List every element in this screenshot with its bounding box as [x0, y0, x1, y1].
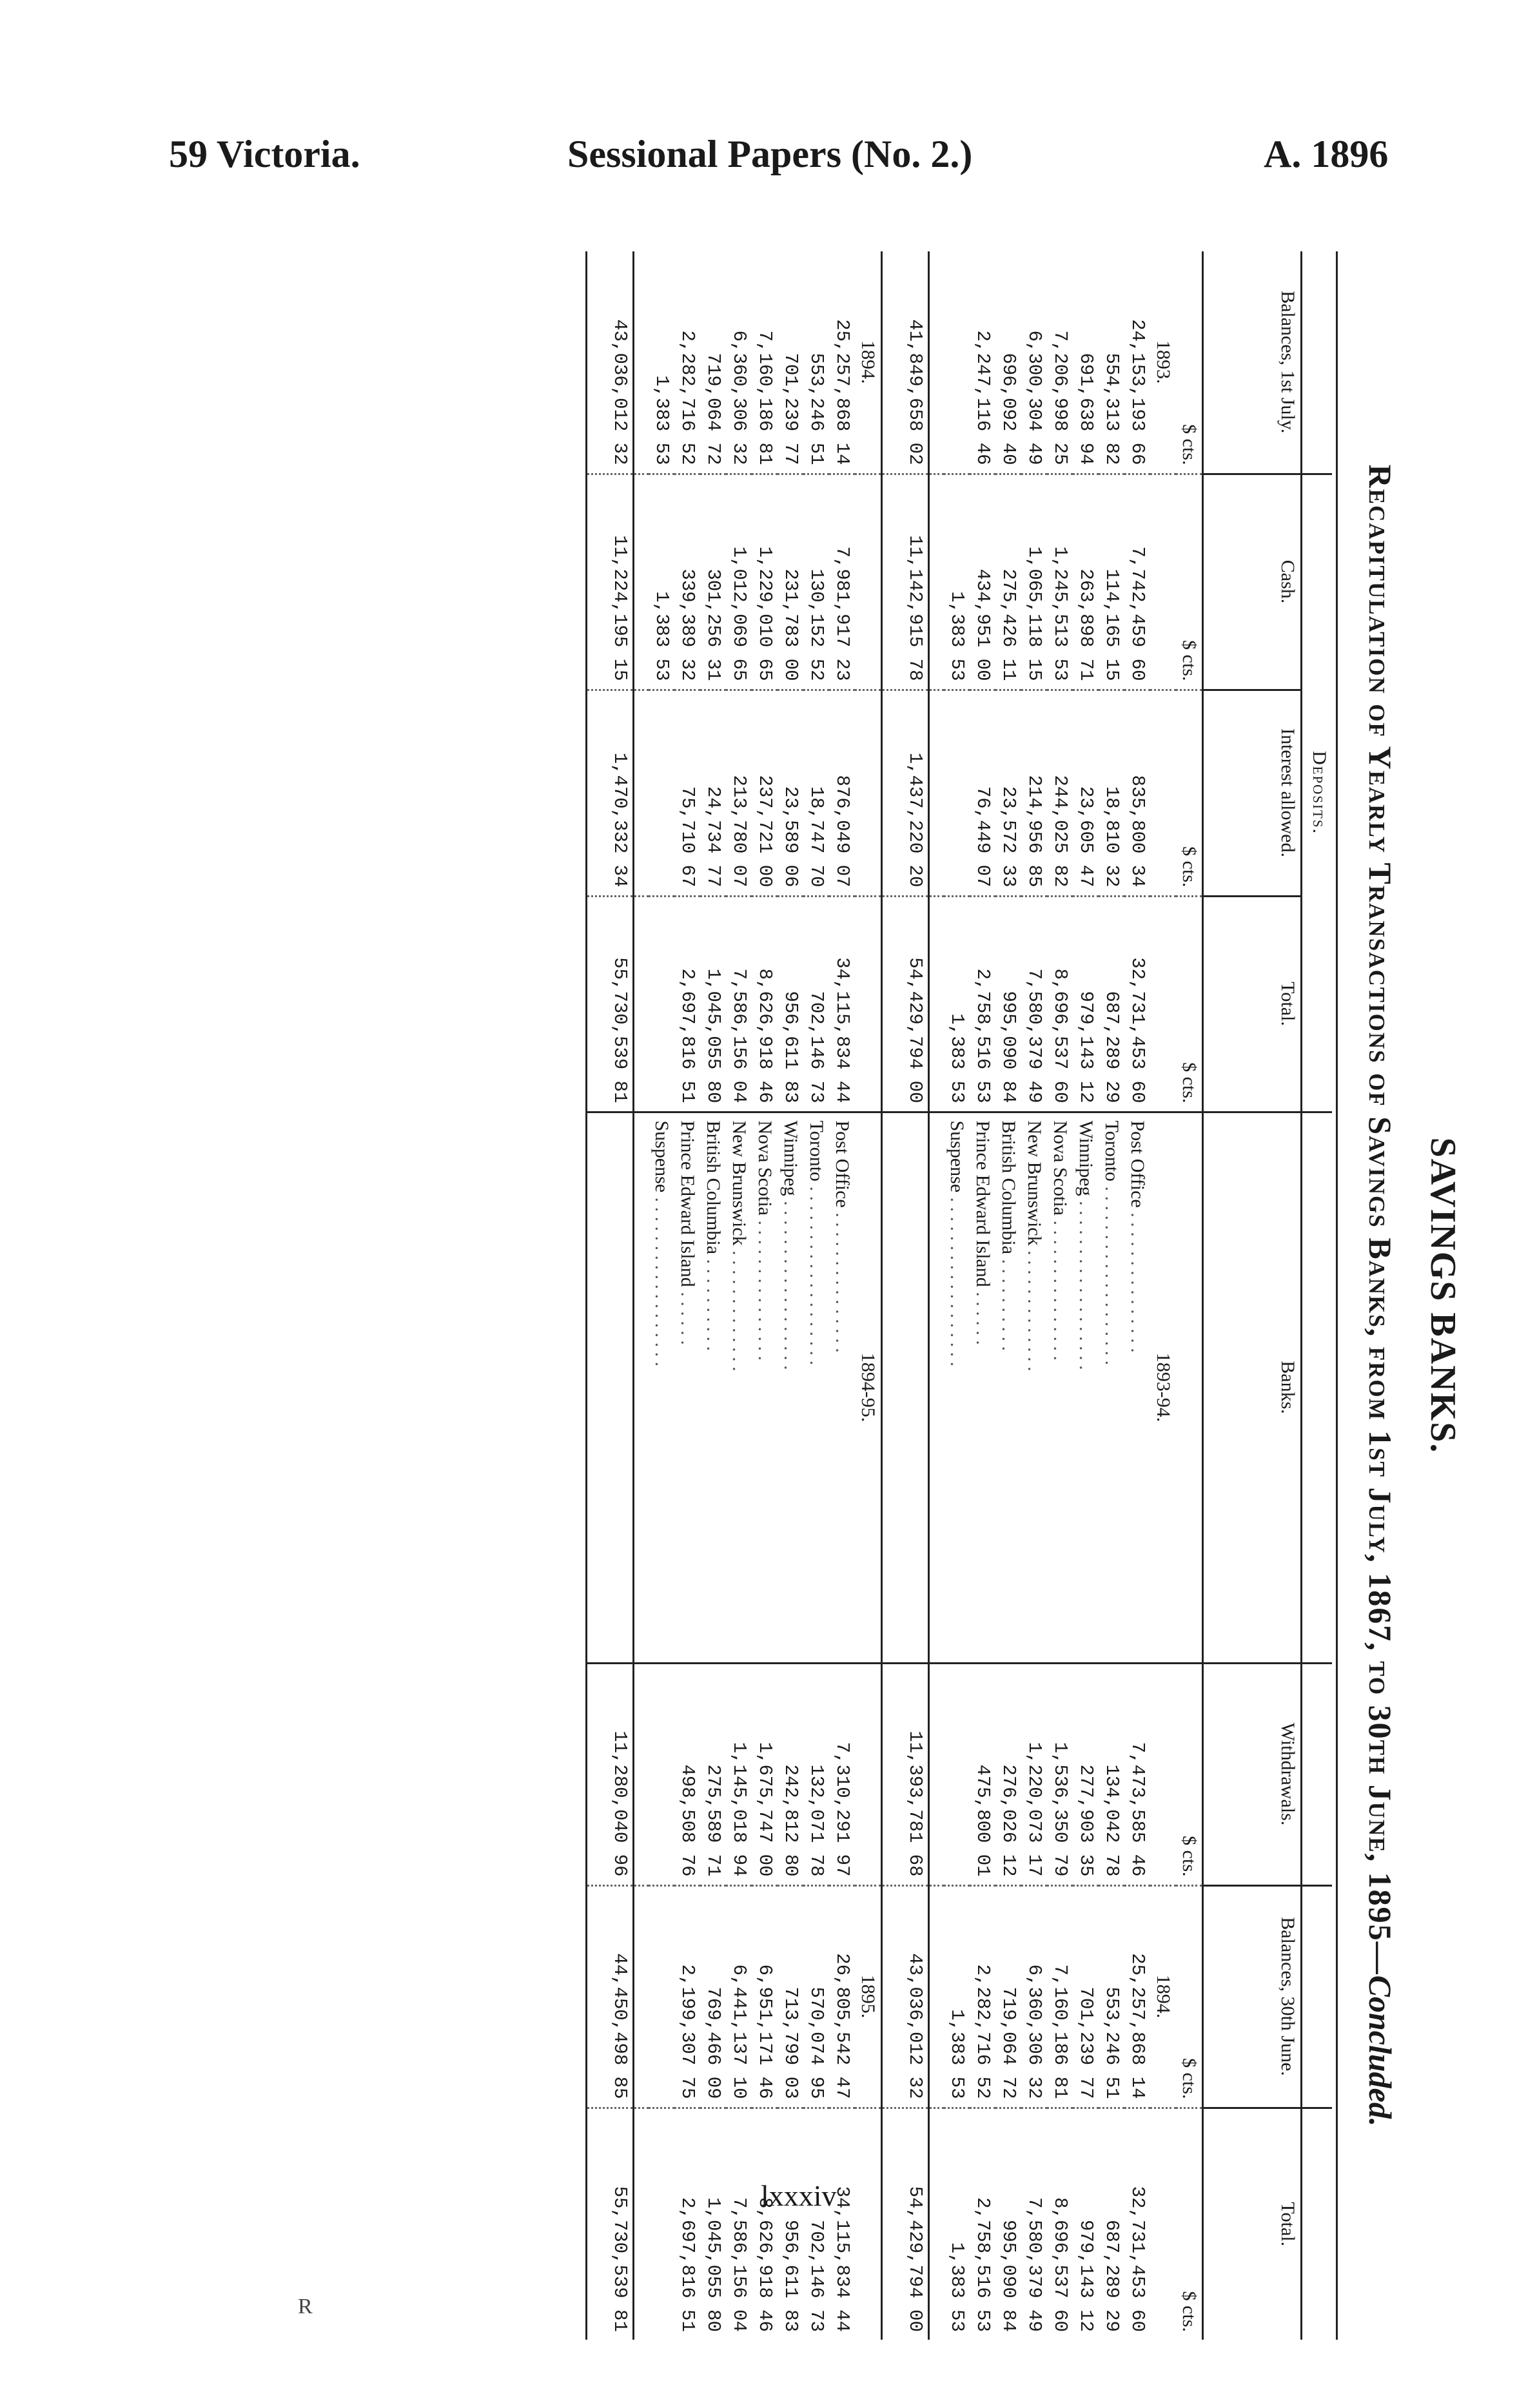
bank-name-cell [1124, 1112, 1150, 1663]
leader-dots: . . . . . . [972, 1287, 994, 1345]
bank-name-cell [700, 1112, 726, 1663]
column-header-row [1203, 251, 1302, 2340]
value-cell-bal1: 24,153,193 66 [1127, 319, 1148, 465]
value-cell-int: 24,734 77 [700, 690, 726, 896]
empty-cell [634, 1112, 649, 1663]
bank-name-cell [1047, 1112, 1073, 1663]
value-cell-tot: 995,090 84 [995, 896, 1021, 1112]
total-cell-int: 1,470,332 34 [587, 690, 634, 896]
value-cell-bal1: 25,257,868 14 [832, 319, 853, 465]
empty-cell [634, 896, 649, 1112]
bank-name-cell [829, 1112, 855, 1663]
total-cell-bal2: 44,450,498 85 [587, 1885, 634, 2108]
year-open-label: 1894. [857, 340, 879, 384]
empty-cell [929, 251, 945, 474]
value-cell-tot2: 687,289 29 [1099, 2108, 1124, 2340]
value-cell-wd: 1,536,350 79 [1047, 1663, 1073, 1885]
value-cell-cash: 263,898 71 [1073, 474, 1099, 690]
value-cell-tot: 1,045,055 80 [700, 896, 726, 1112]
total-cell-int: 1,437,220 20 [882, 690, 929, 896]
empty-cell [587, 1112, 634, 1663]
col-banks: Banks. [1203, 1112, 1302, 1663]
bank-name: Toronto [806, 1120, 827, 1182]
empty-cell [855, 690, 882, 896]
col-total: Total. [1203, 896, 1302, 1112]
empty-cell [929, 1112, 945, 1663]
value-cell-tot2: 8,696,537 60 [1047, 2108, 1073, 2340]
value-cell-tot: 32,731,453 60 [1124, 896, 1150, 1112]
leader-dots: . . . . . . . . . . . . . [729, 1245, 750, 1372]
bank-name-cell [649, 1112, 674, 1663]
leader-dots: . . . . . . . . . . . . . . . [1127, 1207, 1148, 1353]
total-cell-cash: 11,142,915 78 [882, 474, 929, 690]
spacer-row [929, 251, 945, 2340]
value-cell-bal1: 696,092 40 [998, 353, 1019, 465]
empty-cell [634, 2108, 649, 2340]
empty-cell [855, 1663, 882, 1885]
empty-cell [855, 896, 882, 1112]
col-withdrawals: Withdrawals. [1203, 1663, 1302, 1885]
value-cell-tot: 956,611 83 [778, 896, 803, 1112]
value-cell-tot2 [649, 2108, 674, 2340]
edge-mark: R [298, 2295, 313, 2318]
value-cell-cash: 114,165 15 [1099, 474, 1124, 690]
value-cell-bal1: 701,239 77 [780, 353, 801, 465]
value-cell-cash: 275,426 11 [995, 474, 1021, 690]
value-cell-wd [649, 1663, 674, 1885]
value-cell-wd: 1,220,073 17 [1021, 1663, 1047, 1885]
table-row [752, 251, 778, 2340]
bank-name: Winnipeg [780, 1120, 801, 1196]
bank-name-cell [803, 1112, 829, 1663]
empty-cell [1150, 1663, 1176, 1885]
total-cell-bal2: 43,036,012 32 [882, 1885, 929, 2108]
page-title: SAVINGS BANKS. [1423, 1137, 1463, 1454]
bank-name: Post Office [1127, 1120, 1148, 1208]
value-cell-wd: 7,473,585 46 [1124, 1663, 1150, 1885]
value-cell-bal1: 7,206,998 25 [1050, 330, 1071, 465]
value-cell-int: 244,025 82 [1047, 690, 1073, 896]
value-cell-tot: 1,383 53 [944, 896, 970, 1112]
value-cell-wd: 498,508 76 [674, 1663, 700, 1885]
value-cell-bal2: 2,199,307 75 [674, 1885, 700, 2108]
bank-name-cell [726, 1112, 752, 1663]
subtitle-prefix: Recapitulation of Yearly Transactions of Savings Banks, from 1st July, 1867, to 30th June, 1895— [1362, 464, 1398, 1976]
value-cell-cash: 434,951 00 [970, 474, 995, 690]
col-balances-1st-july: Balances, 1st July. [1277, 291, 1298, 434]
value-cell-bal2: 719,064 72 [995, 1885, 1021, 2108]
value-cell-bal1: 691,638 94 [1075, 353, 1097, 465]
deposits-group-header: Deposits. [1302, 474, 1333, 1112]
table-row [778, 251, 803, 2340]
bank-name-cell [752, 1112, 778, 1663]
value-cell-int: 213,780 07 [726, 690, 752, 896]
table-row [1099, 251, 1124, 2340]
empty-cell [1150, 690, 1176, 896]
value-cell-cash: 130,152 52 [803, 474, 829, 690]
value-cell-bal1: 553,246 51 [806, 353, 827, 465]
leader-dots: . . . . . . . . . . . . . . . . . . [780, 1196, 801, 1370]
value-cell-bal2: 26,805,542 47 [829, 1885, 855, 2108]
value-cell-bal1: 7,160,186 81 [754, 330, 776, 465]
value-cell-int: 23,605 47 [1073, 690, 1099, 896]
value-cell-tot2: 995,090 84 [995, 2108, 1021, 2340]
value-cell-wd: 132,071 78 [803, 1663, 829, 1885]
empty-cell [1150, 474, 1176, 690]
table-body [587, 251, 1337, 2340]
year-close-label: 1895. [855, 1885, 882, 2108]
bank-name: Winnipeg [1075, 1120, 1097, 1196]
value-cell-bal1: 554,313 82 [1101, 353, 1122, 465]
bank-name: Prince Edward Island [972, 1120, 994, 1287]
value-cell-wd: 277,903 35 [1073, 1663, 1099, 1885]
unit-label: $ cts. [1176, 1663, 1203, 1885]
year-label-row [855, 251, 882, 2340]
table-row [1047, 251, 1073, 2340]
bank-name: Suspense [946, 1120, 968, 1193]
empty-cell [855, 474, 882, 690]
value-cell-bal1: 1,383 53 [651, 375, 672, 465]
top-rule [1332, 251, 1337, 2340]
value-cell-int: 23,589 06 [778, 690, 803, 896]
table-row [700, 251, 726, 2340]
value-cell-tot: 7,586,156 04 [726, 896, 752, 1112]
empty-cell [634, 1663, 649, 1885]
value-cell-tot2: 956,611 83 [778, 2108, 803, 2340]
value-cell-cash: 1,065,118 15 [1021, 474, 1047, 690]
value-cell-cash: 231,783 00 [778, 474, 803, 690]
value-cell-tot2: 1,383 53 [944, 2108, 970, 2340]
year-open-label: 1893. [1153, 340, 1174, 384]
units-row [1176, 251, 1203, 2340]
empty-cell [1150, 2108, 1176, 2340]
header-left: 59 Victoria. [169, 133, 360, 175]
value-cell-wd: 275,589 71 [700, 1663, 726, 1885]
unit-label: $ cts. [1176, 690, 1203, 896]
value-cell-bal2: 769,466 09 [700, 1885, 726, 2108]
value-cell-tot2: 7,580,379 49 [1021, 2108, 1047, 2340]
value-cell-cash: 1,229,010 65 [752, 474, 778, 690]
unit-label: $ cts. [1176, 2108, 1203, 2340]
year-label-row [1150, 251, 1176, 2340]
value-cell-int: 237,721 00 [752, 690, 778, 896]
value-cell-tot: 702,146 73 [803, 896, 829, 1112]
total-cell-tot2: 55,730,539 81 [587, 2108, 634, 2340]
value-cell-bal2: 713,799 03 [778, 1885, 803, 2108]
value-cell-tot: 34,115,834 44 [829, 896, 855, 1112]
bank-name: New Brunswick [729, 1120, 750, 1246]
empty-cell [882, 1112, 929, 1663]
unit-label: $ cts. [1176, 1885, 1203, 2108]
value-cell-int: 214,956 85 [1021, 690, 1047, 896]
value-cell-wd: 475,800 01 [970, 1663, 995, 1885]
total-cell-tot: 55,730,539 81 [587, 896, 634, 1112]
value-cell-cash: 1,012,069 65 [726, 474, 752, 690]
bank-name-cell [1021, 1112, 1047, 1663]
table-row [674, 251, 700, 2340]
value-cell-cash: 1,245,513 53 [1047, 474, 1073, 690]
col-interest: Interest allowed. [1203, 690, 1302, 896]
value-cell-tot2: 979,143 12 [1073, 2108, 1099, 2340]
col-total-2: Total. [1203, 2108, 1302, 2340]
value-cell-tot: 2,758,516 53 [970, 896, 995, 1112]
leader-dots: . . . . . . . . . . . . . [1024, 1245, 1045, 1372]
value-cell-int [944, 690, 970, 896]
empty-cell [634, 690, 649, 896]
empty-cell [929, 1885, 945, 2108]
leader-dots: . . . . . . . . . . . . . . . . . . [1075, 1196, 1097, 1370]
bank-name-cell [944, 1112, 970, 1663]
value-cell-cash: 301,256 31 [700, 474, 726, 690]
bank-name-cell [674, 1112, 700, 1663]
value-cell-bal2: 1,383 53 [944, 1885, 970, 2108]
value-cell-wd: 7,310,291 97 [829, 1663, 855, 1885]
leader-dots: . . . . . . . . . . . . . . . . . . [651, 1192, 672, 1367]
group-header-row [1302, 251, 1333, 2340]
value-cell-bal1: 6,300,304 49 [1024, 330, 1045, 465]
leader-dots: . . . . . . . . . . . . . . . [1050, 1215, 1071, 1361]
value-cell-bal1: 719,064 72 [703, 353, 724, 465]
table-row [970, 251, 995, 2340]
value-cell-bal1: 2,247,116 46 [972, 330, 994, 465]
table-subtitle [1354, 245, 1399, 2346]
value-cell-tot2: 8,626,918 46 [752, 2108, 778, 2340]
value-cell-bal2: 6,441,137 10 [726, 1885, 752, 2108]
value-cell-wd: 242,812 80 [778, 1663, 803, 1885]
value-cell-tot [649, 896, 674, 1112]
empty-cell [929, 1663, 945, 1885]
total-cell-tot: 54,429,794 00 [882, 896, 929, 1112]
table-row [1073, 251, 1099, 2340]
year-close-label: 1894. [1150, 1885, 1176, 2108]
value-cell-wd: 1,145,018 94 [726, 1663, 752, 1885]
value-cell-tot2: 34,115,834 44 [829, 2108, 855, 2340]
empty-cell [634, 474, 649, 690]
empty-cell [634, 251, 649, 474]
totals-row [882, 251, 929, 2340]
bank-name: Prince Edward Island [677, 1120, 698, 1287]
bank-name: Nova Scotia [1050, 1120, 1071, 1216]
value-cell-int: 18,747 70 [803, 690, 829, 896]
leader-dots: . . . . . . . . . . . . . . . . . . . [806, 1181, 827, 1366]
value-cell-wd: 134,042 78 [1099, 1663, 1124, 1885]
table-row [1124, 251, 1150, 2340]
value-cell-bal2 [649, 1885, 674, 2108]
bank-name: British Columbia [703, 1120, 724, 1255]
value-cell-bal2: 25,257,868 14 [1124, 1885, 1150, 2108]
value-cell-tot2: 1,045,055 80 [700, 2108, 726, 2340]
total-cell-wd: 11,280,040 96 [587, 1663, 634, 1885]
bank-name: British Columbia [998, 1120, 1019, 1255]
unit-label: $ cts. [1176, 251, 1203, 474]
value-cell-cash: 7,981,917 23 [829, 474, 855, 690]
value-cell-bal1 [944, 251, 970, 474]
leader-dots: . . . . . . . . . . . . . . . [832, 1207, 853, 1353]
value-cell-tot2: 32,731,453 60 [1124, 2108, 1150, 2340]
value-cell-bal2: 7,160,186 81 [1047, 1885, 1073, 2108]
value-cell-tot2: 7,586,156 04 [726, 2108, 752, 2340]
total-cell-cash: 11,224,195 15 [587, 474, 634, 690]
table-row [726, 251, 752, 2340]
value-cell-tot: 7,580,379 49 [1021, 896, 1047, 1112]
total-cell-bal1: 43,036,012 32 [587, 251, 634, 474]
value-cell-int: 75,710 67 [674, 690, 700, 896]
value-cell-bal2: 2,282,716 52 [970, 1885, 995, 2108]
empty-cell [855, 2108, 882, 2340]
empty-cell [929, 2108, 945, 2340]
value-cell-bal2: 6,360,306 32 [1021, 1885, 1047, 2108]
empty-cell [1150, 896, 1176, 1112]
subtitle-suffix: Concluded. [1362, 1975, 1398, 2127]
total-cell-bal1: 41,849,658 02 [882, 251, 929, 474]
value-cell-wd: 276,026 12 [995, 1663, 1021, 1885]
value-cell-cash: 7,742,459 60 [1124, 474, 1150, 690]
leader-dots: . . . . . . . . . . . . . . . [754, 1215, 776, 1361]
empty-cell [634, 1885, 649, 2108]
empty-cell [929, 896, 945, 1112]
value-cell-bal2: 701,239 77 [1073, 1885, 1099, 2108]
table-row [1021, 251, 1047, 2340]
total-cell-tot2: 54,429,794 00 [882, 2108, 929, 2340]
value-cell-tot: 8,626,918 46 [752, 896, 778, 1112]
value-cell-bal1: 6,360,306 32 [729, 330, 750, 465]
leader-dots: . . . . . . . . . . . . . . . . . . [946, 1192, 968, 1367]
bank-name-cell [970, 1112, 995, 1663]
table-row [829, 251, 855, 2340]
bank-name-cell [778, 1112, 803, 1663]
value-cell-tot: 979,143 12 [1073, 896, 1099, 1112]
totals-row [587, 251, 634, 2340]
value-cell-tot2: 702,146 73 [803, 2108, 829, 2340]
value-cell-int [649, 690, 674, 896]
empty-cell [929, 474, 945, 690]
value-cell-tot: 8,696,537 60 [1047, 896, 1073, 1112]
bank-name: Nova Scotia [754, 1120, 776, 1216]
value-cell-cash: 1,383 53 [649, 474, 674, 690]
value-cell-wd: 1,675,747 00 [752, 1663, 778, 1885]
unit-label: $ cts. [1176, 474, 1203, 690]
bank-name: Suspense [651, 1120, 672, 1193]
table-row [944, 251, 970, 2340]
value-cell-cash: 1,383 53 [944, 474, 970, 690]
leader-dots: . . . . . . [677, 1287, 698, 1345]
period-label: 1894-95. [855, 1112, 882, 1663]
total-cell-wd: 11,393,781 68 [882, 1663, 929, 1885]
bank-name: New Brunswick [1024, 1120, 1045, 1246]
value-cell-tot: 687,289 29 [1099, 896, 1124, 1112]
page-number: lxxxiv [761, 2179, 837, 2212]
value-cell-tot2: 2,758,516 53 [970, 2108, 995, 2340]
leader-dots: . . . . . . . . . . [703, 1254, 724, 1352]
value-cell-cash: 339,389 32 [674, 474, 700, 690]
value-cell-tot2: 2,697,816 51 [674, 2108, 700, 2340]
value-cell-wd [944, 1663, 970, 1885]
value-cell-bal1: 2,282,716 52 [677, 330, 698, 465]
spacer-row [634, 251, 649, 2340]
leader-dots: . . . . . . . . . . [998, 1254, 1019, 1352]
value-cell-bal2: 6,951,171 46 [752, 1885, 778, 2108]
value-cell-bal2: 570,074 95 [803, 1885, 829, 2108]
bank-name: Toronto [1101, 1120, 1122, 1182]
value-cell-tot: 2,697,816 51 [674, 896, 700, 1112]
recapitulation-table [585, 251, 1338, 2340]
value-cell-int: 76,449 07 [970, 690, 995, 896]
header-center: Sessional Papers (No. 2.) [567, 133, 973, 175]
table-row [649, 251, 674, 2340]
value-cell-bal2: 553,246 51 [1099, 1885, 1124, 2108]
table-row [995, 251, 1021, 2340]
leader-dots: . . . . . . . . . . . . . . . . . . . [1101, 1181, 1122, 1366]
unit-label: $ cts. [1176, 896, 1203, 1112]
bank-name-cell [995, 1112, 1021, 1663]
value-cell-int: 876,049 07 [829, 690, 855, 896]
table-row [803, 251, 829, 2340]
period-label: 1893-94. [1150, 1112, 1176, 1663]
bank-name-cell [1073, 1112, 1099, 1663]
bank-name-cell [1099, 1112, 1124, 1663]
rotated-table-block [348, 245, 1464, 2346]
value-cell-int: 18,810 32 [1099, 690, 1124, 896]
bank-name: Post Office [832, 1120, 853, 1208]
empty-cell [929, 690, 945, 896]
col-balances-30th-june: Balances, 30th June. [1203, 1885, 1302, 2108]
col-cash: Cash. [1203, 474, 1302, 690]
header-right: A. 1896 [1264, 133, 1389, 175]
value-cell-int: 23,572 33 [995, 690, 1021, 896]
value-cell-int: 835,800 34 [1124, 690, 1150, 896]
